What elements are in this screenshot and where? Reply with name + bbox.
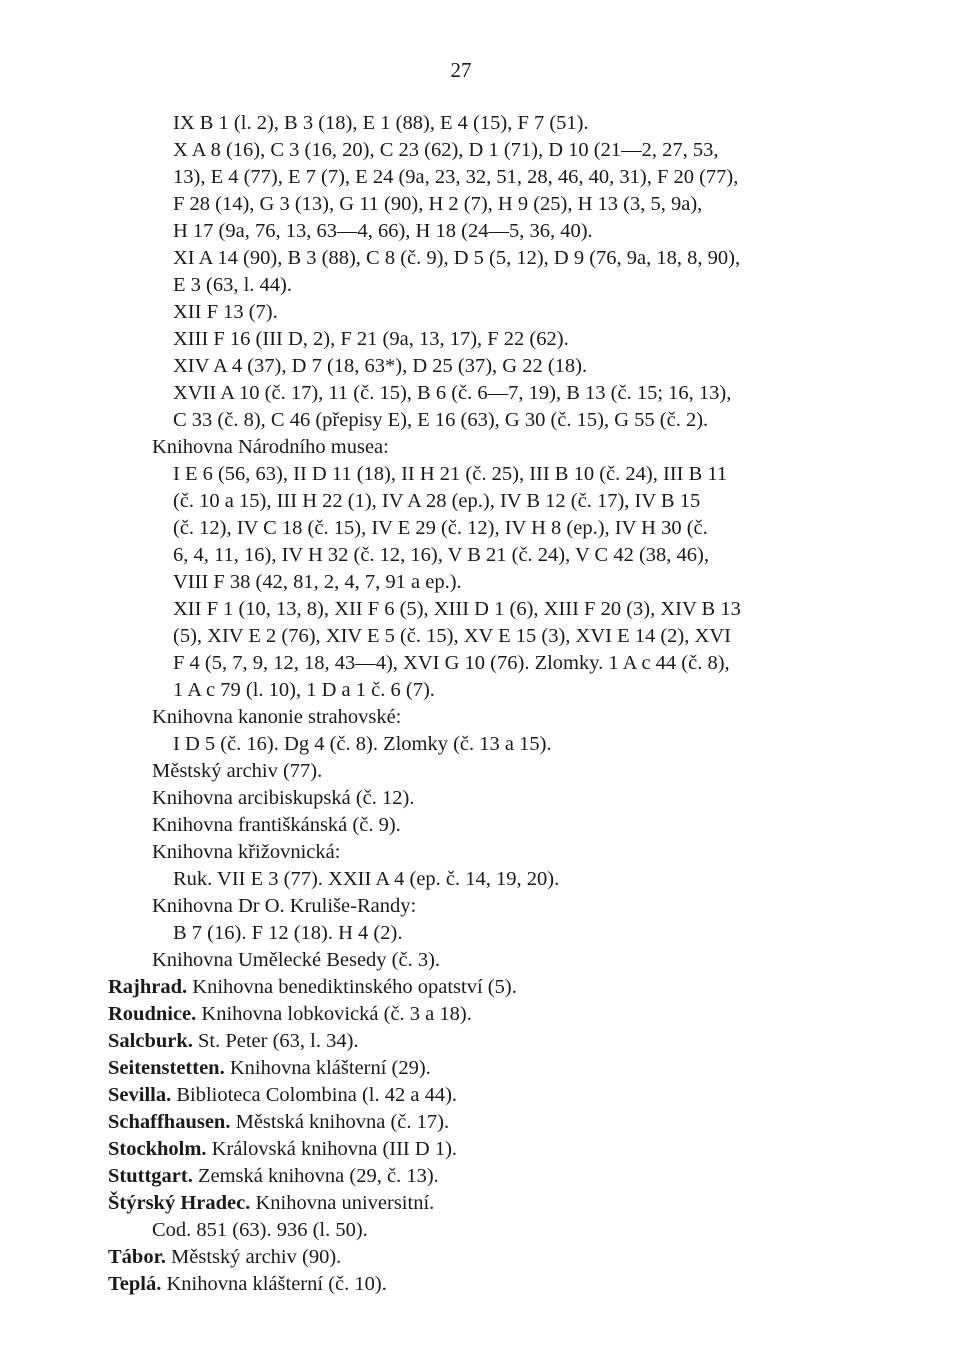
- entry-text: XII F 1 (10, 13, 8), XII F 6 (5), XIII D 1 (6), XIII F 20 (3), XIV B 13: [173, 598, 741, 620]
- library-heading: [108, 704, 820, 731]
- entry-text: E 3 (63, l. 44).: [173, 274, 292, 296]
- entry-text: B 7 (16). F 12 (18). H 4 (2).: [173, 922, 403, 944]
- entry-line: [108, 650, 820, 677]
- entry-text: Knihovna kanonie strahovské:: [152, 706, 402, 728]
- entry-line: [108, 353, 820, 380]
- entry-text: (5), XIV E 2 (76), XIV E 5 (č. 15), XV E 15 (3), XVI E 14 (2), XVI: [173, 625, 731, 647]
- entry-line: [108, 731, 820, 758]
- city-name: Salcburk.: [108, 1030, 193, 1052]
- entry-line: [108, 272, 820, 299]
- city-name: Schaffhausen.: [108, 1111, 231, 1133]
- entry-line: [108, 407, 820, 434]
- library-heading: [108, 785, 820, 812]
- index-entries: [108, 110, 820, 1298]
- entry-text: XIV A 4 (37), D 7 (18, 63*), D 25 (37), G 22 (18).: [173, 355, 588, 377]
- entry-line: [108, 191, 820, 218]
- entry-text: XI A 14 (90), B 3 (88), C 8 (č. 9), D 5 (5, 12), D 9 (76, 9a, 18, 8, 90),: [173, 247, 741, 269]
- library-heading: [108, 758, 820, 785]
- entry-text: St. Peter (63, l. 34).: [192, 1030, 359, 1052]
- entry-line: [108, 164, 820, 191]
- entry-text: Ruk. VII E 3 (77). XXII A 4 (ep. č. 14, 19, 20).: [173, 868, 560, 890]
- city-entry: [108, 1271, 820, 1298]
- city-entry: [108, 1136, 820, 1163]
- city-name: Štýrský Hradec.: [108, 1192, 251, 1214]
- library-heading: [108, 434, 820, 461]
- entry-text: IX B 1 (l. 2), B 3 (18), E 1 (88), E 4 (15), F 7 (51).: [173, 112, 589, 134]
- entry-line: [108, 488, 820, 515]
- entry-text: 6, 4, 11, 16), IV H 32 (č. 12, 16), V B 21 (č. 24), V C 42 (38, 46),: [173, 544, 710, 566]
- city-name: Tábor.: [108, 1246, 166, 1268]
- entry-line: [108, 866, 820, 893]
- entry-line: [108, 569, 820, 596]
- entry-text: Městská knihovna (č. 17).: [230, 1111, 450, 1133]
- entry-text: I E 6 (56, 63), II D 11 (18), II H 21 (č. 25), III B 10 (č. 24), III B 11: [173, 463, 728, 485]
- entry-text: Knihovna arcibiskupská (č. 12).: [152, 787, 415, 809]
- city-name: Roudnice.: [108, 1003, 197, 1025]
- entry-text: F 4 (5, 7, 9, 12, 18, 43—4), XVI G 10 (76). Zlomky. 1 A c 44 (č. 8),: [173, 652, 730, 674]
- city-entry: [108, 1055, 820, 1082]
- entry-line: [108, 623, 820, 650]
- city-entry: [108, 1001, 820, 1028]
- entry-text: Knihovna benediktinského opatství (5).: [187, 976, 517, 998]
- entry-text: Knihovna lobkovická (č. 3 a 18).: [196, 1003, 472, 1025]
- entry-line: [108, 515, 820, 542]
- entry-text: 13), E 4 (77), E 7 (7), E 24 (9a, 23, 32, 51, 28, 46, 40, 31), F 20 (77),: [173, 166, 739, 188]
- entry-text: Knihovna universitní.: [250, 1192, 435, 1214]
- entry-text: Zemská knihovna (29, č. 13).: [192, 1165, 439, 1187]
- entry-text: Knihovna klášterní (29).: [224, 1057, 431, 1079]
- entry-text: Knihovna františkánská (č. 9).: [152, 814, 401, 836]
- entry-text: Biblioteca Colombina (l. 42 a 44).: [171, 1084, 458, 1106]
- entry-text: X A 8 (16), C 3 (16, 20), C 23 (62), D 1 (71), D 10 (21—2, 27, 53,: [173, 139, 719, 161]
- city-entry: [108, 974, 820, 1001]
- library-heading: [108, 893, 820, 920]
- entry-text: Městský archiv (90).: [165, 1246, 342, 1268]
- entry-text: Knihovna Národního musea:: [152, 436, 389, 458]
- entry-line: [108, 299, 820, 326]
- entry-text: XII F 13 (7).: [173, 301, 278, 323]
- city-name: Rajhrad.: [108, 976, 188, 998]
- entry-text: F 28 (14), G 3 (13), G 11 (90), H 2 (7), H 9 (25), H 13 (3, 5, 9a),: [173, 193, 703, 215]
- city-name: Stuttgart.: [108, 1165, 193, 1187]
- entry-text: 1 A c 79 (l. 10), 1 D a 1 č. 6 (7).: [173, 679, 435, 701]
- entry-line: [108, 380, 820, 407]
- entry-line: [108, 596, 820, 623]
- city-entry: [108, 1109, 820, 1136]
- entry-text: (č. 12), IV C 18 (č. 15), IV E 29 (č. 12), IV H 8 (ep.), IV H 30 (č.: [173, 517, 708, 539]
- entry-text: XVII A 10 (č. 17), 11 (č. 15), B 6 (č. 6—7, 19), B 13 (č. 15; 16, 13),: [173, 382, 732, 404]
- entry-text: Knihovna Dr O. Kruliše-Randy:: [152, 895, 417, 917]
- entry-text: C 33 (č. 8), C 46 (přepisy E), E 16 (63), G 30 (č. 15), G 55 (č. 2).: [173, 409, 709, 431]
- entry-line: [108, 677, 820, 704]
- entry-text: Královská knihovna (III D 1).: [206, 1138, 458, 1160]
- entry-text: I D 5 (č. 16). Dg 4 (č. 8). Zlomky (č. 13 a 15).: [173, 733, 552, 755]
- city-name: Stockholm.: [108, 1138, 207, 1160]
- entry-text: (č. 10 a 15), III H 22 (1), IV A 28 (ep.), IV B 12 (č. 17), IV B 15: [173, 490, 701, 512]
- entry-text: Cod. 851 (63). 936 (l. 50).: [152, 1219, 368, 1241]
- entry-line: [108, 542, 820, 569]
- entry-line: [108, 326, 820, 353]
- entry-line: [108, 245, 820, 272]
- entry-line: [108, 218, 820, 245]
- city-entry: [108, 1244, 820, 1271]
- entry-line: [108, 920, 820, 947]
- entry-line: [108, 1217, 820, 1244]
- library-heading: [108, 812, 820, 839]
- city-entry: [108, 1082, 820, 1109]
- page-number: 27: [450, 58, 472, 82]
- entry-text: H 17 (9a, 76, 13, 63—4, 66), H 18 (24—5, 36, 40).: [173, 220, 593, 242]
- entry-line: [108, 137, 820, 164]
- city-name: Seitenstetten.: [108, 1057, 225, 1079]
- city-entry: [108, 1163, 820, 1190]
- entry-line: [108, 461, 820, 488]
- city-entry: [108, 1028, 820, 1055]
- city-name: Sevilla.: [108, 1084, 172, 1106]
- entry-text: XIII F 16 (III D, 2), F 21 (9a, 13, 17), F 22 (62).: [173, 328, 569, 350]
- entry-text: Knihovna křižovnická:: [152, 841, 341, 863]
- entry-text: VIII F 38 (42, 81, 2, 4, 7, 91 a ep.).: [173, 571, 462, 593]
- entry-line: [108, 110, 820, 137]
- city-entry: [108, 1190, 820, 1217]
- entry-text: Knihovna Umělecké Besedy (č. 3).: [152, 949, 441, 971]
- library-heading: [108, 947, 820, 974]
- entry-text: Knihovna klášterní (č. 10).: [161, 1273, 387, 1295]
- entry-text: Městský archiv (77).: [152, 760, 323, 782]
- city-name: Teplá.: [108, 1273, 162, 1295]
- library-heading: [108, 839, 820, 866]
